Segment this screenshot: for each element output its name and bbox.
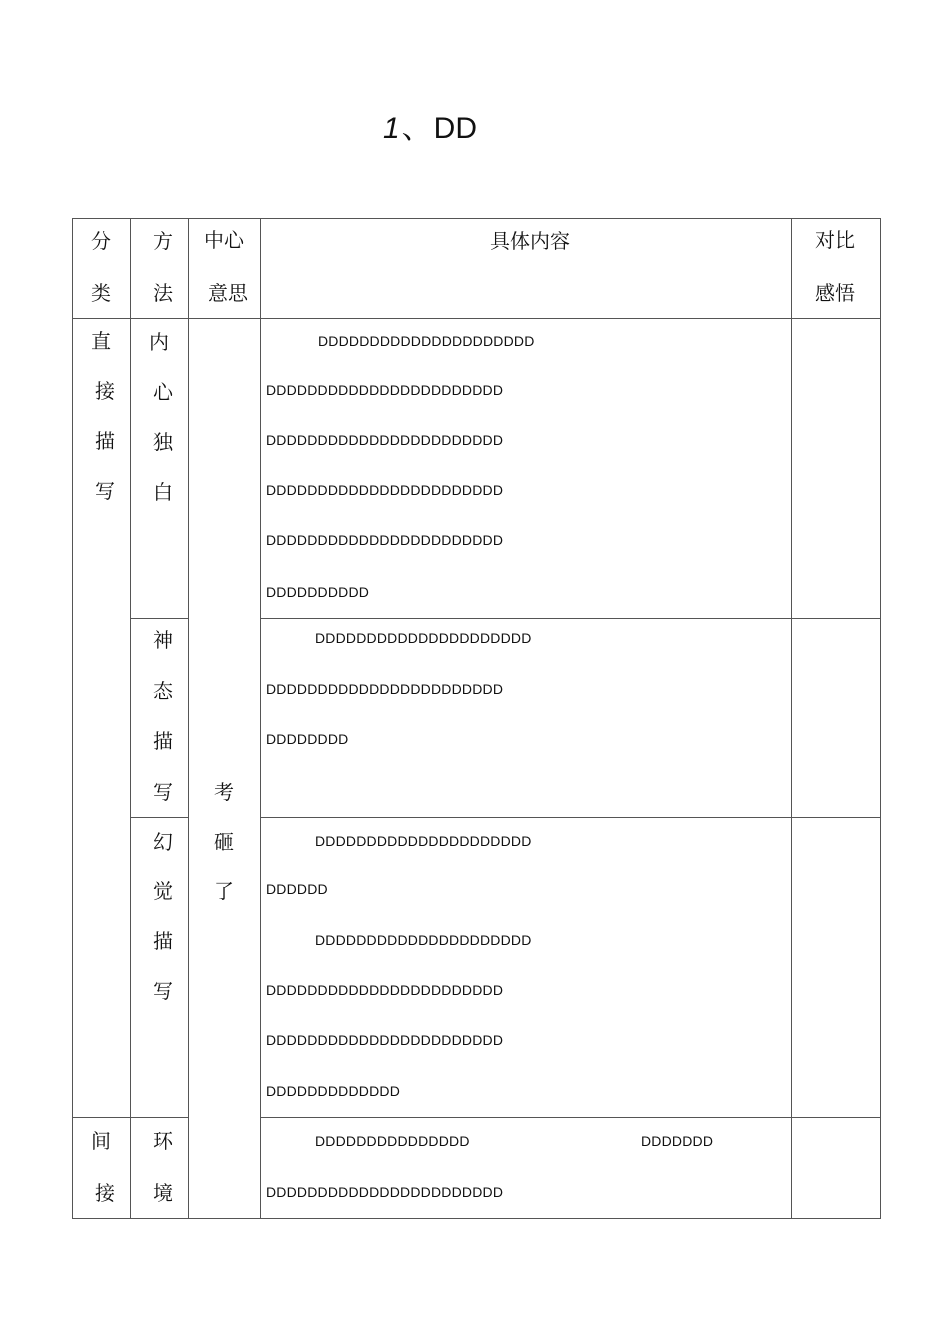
content-line: DDDDDDDDDDDDDDDDDDDDDDD [266, 1184, 504, 1200]
header-theme-1: 中心 [204, 228, 244, 252]
method-monologue-2: 心 [153, 380, 173, 404]
content-line: DDDDDDDDDDDDDDDDDDDDD [315, 932, 532, 948]
method-expression-2: 态 [153, 679, 173, 703]
content-line: DDDDDD [266, 881, 328, 897]
divider-col-3 [260, 218, 261, 1219]
divider-col-4 [791, 218, 792, 1219]
table-border-right [880, 218, 881, 1219]
content-line: DDDDDDDDDDDDDDDDDDDDD [318, 333, 535, 349]
method-expression-4: 写 [153, 780, 173, 804]
divider-row-2b [260, 817, 881, 818]
divider-row-3 [72, 1117, 188, 1118]
theme-text-3: 了 [214, 879, 234, 903]
content-line: DDDDDDDDDDDDDDD [315, 1133, 470, 1149]
divider-row-2 [130, 817, 188, 818]
category-direct-1: 直 [91, 329, 111, 353]
content-line: DDDDDDDDDDDDDDDDDDDDDDD [266, 432, 504, 448]
method-monologue-3: 独 [153, 430, 173, 454]
method-illusion-1: 幻 [153, 830, 173, 854]
divider-col-2 [188, 218, 189, 1219]
theme-text-2: 砸 [214, 830, 234, 854]
method-monologue-1: 内 [149, 330, 169, 354]
title-number: 1 [382, 112, 400, 145]
table-border-bottom [72, 1218, 881, 1219]
divider-row-header [72, 318, 881, 319]
theme-text-1: 考 [214, 780, 234, 804]
method-illusion-4: 写 [153, 979, 173, 1003]
divider-row-3b [260, 1117, 881, 1118]
category-direct-2: 接 [95, 379, 115, 403]
method-illusion-2: 觉 [153, 879, 173, 903]
content-line: DDDDDDDDDDDDDDDDDDDDDDD [266, 1032, 504, 1048]
method-environment-1: 环 [153, 1129, 173, 1153]
category-indirect-1: 间 [91, 1129, 111, 1153]
category-direct-4: 写 [95, 479, 115, 503]
content-line: DDDDDDDDDD [266, 584, 370, 600]
category-indirect-2: 接 [95, 1181, 115, 1205]
method-expression-1: 神 [153, 628, 173, 652]
header-category-1: 分 [91, 229, 111, 253]
content-line: DDDDDDDDDDDDDDDDDDDDD [315, 833, 532, 849]
header-method-1: 方 [153, 229, 173, 253]
method-expression-3: 描 [153, 729, 173, 753]
method-monologue-4: 白 [153, 480, 173, 504]
content-line: DDDDDDD [641, 1133, 714, 1149]
header-category-2: 类 [91, 281, 111, 305]
method-environment-2: 境 [153, 1181, 173, 1205]
header-reflection-1: 对比 [815, 228, 855, 252]
content-line: DDDDDDDDDDDDDDDDDDDDDDD [266, 482, 504, 498]
divider-col-1 [130, 218, 131, 1219]
header-content: 具体内容 [490, 229, 570, 253]
content-line: DDDDDDDDDDDDD [266, 1083, 401, 1099]
table-border-top [72, 218, 881, 219]
category-direct-3: 描 [95, 429, 115, 453]
method-illusion-3: 描 [153, 929, 173, 953]
title-text: DD [433, 112, 478, 145]
title-separator: 、 [401, 111, 432, 146]
header-reflection-2: 感悟 [815, 281, 855, 305]
header-method-2: 法 [153, 281, 173, 305]
header-theme-2: 意思 [208, 281, 248, 305]
content-line: DDDDDDDDDDDDDDDDDDDDDDD [266, 382, 504, 398]
content-line: DDDDDDDDDDDDDDDDDDDDDDD [266, 982, 504, 998]
divider-row-1 [130, 618, 188, 619]
content-line: DDDDDDDDDDDDDDDDDDDDDDD [266, 532, 504, 548]
content-line: DDDDDDDD [266, 731, 349, 747]
table-border-left [72, 218, 73, 1219]
content-line: DDDDDDDDDDDDDDDDDDDDDDD [266, 681, 504, 697]
divider-row-1b [260, 618, 881, 619]
content-line: DDDDDDDDDDDDDDDDDDDDD [315, 630, 532, 646]
